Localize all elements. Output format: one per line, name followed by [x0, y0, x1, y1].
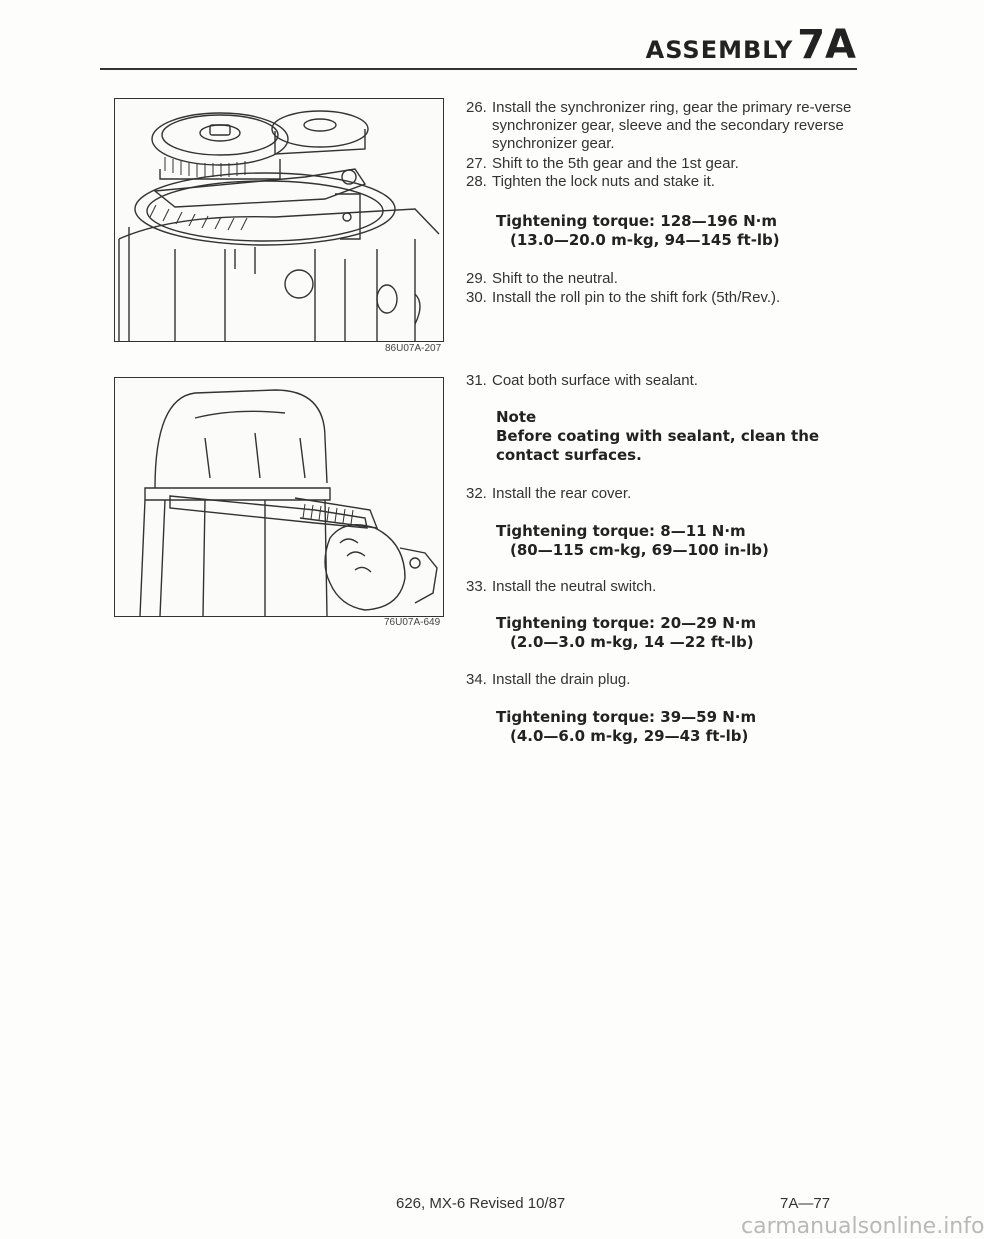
section-code: 7A: [797, 22, 856, 68]
page-header: [646, 22, 856, 68]
footer-model: 626, MX-6 Revised 10/87: [396, 1195, 566, 1212]
figure-code: 76U07A-649: [384, 617, 441, 628]
note-block: [496, 408, 866, 465]
step-31: 31. Coat both surface with sealant.: [466, 372, 698, 389]
step-34: 34. Install the drain plug.: [466, 671, 631, 688]
step-26: 26. Install the synchronizer ring, gear the primary re-verse synchronizer gear, sleeve and the secondary reverse synchronizer gear.: [466, 99, 852, 152]
step-29: 29. Shift to the neutral.: [466, 270, 618, 287]
figure-code: 86U07A-207: [385, 343, 442, 354]
section-word: ASSEMBLY: [645, 36, 794, 64]
footer-page-number: 7A—77: [780, 1195, 831, 1212]
rear-cover-illustration: [115, 378, 443, 616]
step-32: 32. Install the rear cover.: [466, 485, 632, 502]
watermark: carmanualsonline.info: [741, 1214, 984, 1239]
torque-spec-2: Tightening torque: 8—11 N·m (80—115 cm-kg, 69—100 in-lb): [496, 522, 769, 559]
step-27: 27. Shift to the 5th gear and the 1st gear.: [466, 155, 739, 172]
step-33: 33. Install the neutral switch.: [466, 578, 657, 595]
figure-gear-assembly: [114, 98, 444, 342]
step-30: 30. Install the roll pin to the shift fork (5th/Rev.).: [466, 289, 781, 306]
note-heading: Note: [496, 408, 537, 426]
note-text: Before coating with sealant, clean the contact surfaces.: [496, 427, 820, 464]
figure-rear-cover: [114, 377, 444, 617]
torque-spec-4: Tightening torque: 39—59 N·m (4.0—6.0 m-kg, 29—43 ft-lb): [496, 708, 757, 745]
header-rule: [100, 68, 857, 70]
step-28: 28. Tighten the lock nuts and stake it.: [466, 173, 715, 190]
gear-assembly-illustration: [115, 99, 443, 341]
torque-spec-3: Tightening torque: 20—29 N·m (2.0—3.0 m-kg, 14 —22 ft-lb): [496, 614, 757, 651]
torque-spec-1: Tightening torque: 128—196 N·m (13.0—20.0 m-kg, 94—145 ft-lb): [496, 212, 780, 249]
